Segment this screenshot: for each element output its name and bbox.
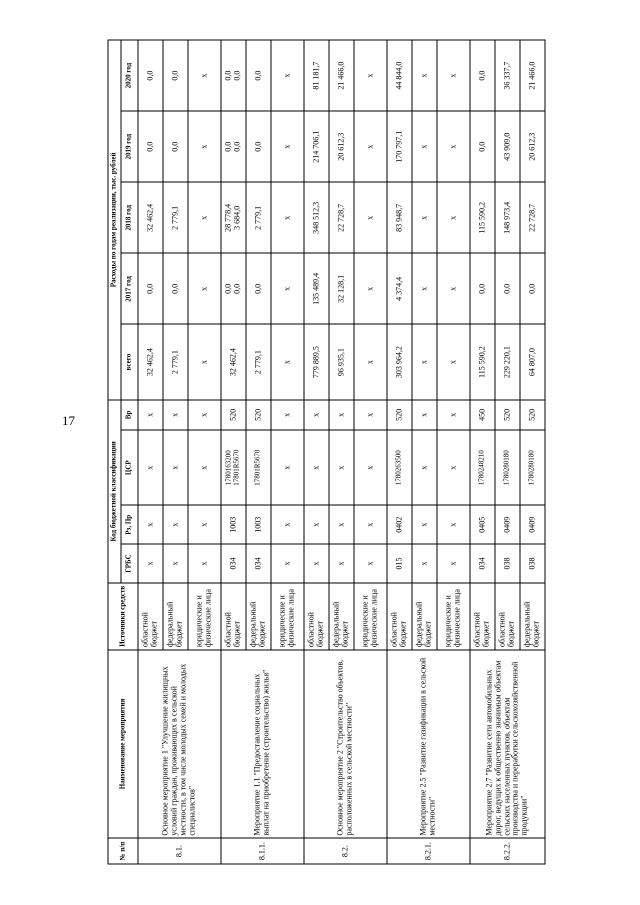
vr-cell: 520 — [495, 400, 520, 430]
y2018-cell: x — [412, 182, 437, 253]
y2017-cell: 32 128,1 — [329, 253, 354, 324]
total-cell: x — [412, 324, 437, 399]
source-cell: областной бюджет — [138, 583, 163, 650]
source-cell: федеральный бюджет — [520, 583, 545, 650]
total-cell: x — [188, 324, 221, 399]
header-2020: 2020 год — [121, 40, 138, 111]
total-cell: x — [437, 324, 470, 399]
y2020-cell: 21 466,0 — [520, 40, 545, 111]
header-budget-class: Код бюджетной классификации — [108, 400, 121, 583]
y2017-cell: x — [354, 253, 387, 324]
table-row — [387, 40, 412, 864]
grbs-cell: 038 — [520, 544, 545, 583]
rzpr-cell: x — [304, 505, 329, 544]
header-2017: 2017 год — [121, 253, 138, 324]
header-vr: Вр — [121, 400, 138, 430]
y2019-cell — [221, 111, 246, 182]
y2020-cell: 81 181,7 — [304, 40, 329, 111]
rzpr-cell: x — [412, 505, 437, 544]
source-cell: юридические и физические лица — [437, 583, 470, 650]
y2017-top: 0,0 — [223, 283, 233, 294]
y2017-cell: 0,0 — [470, 253, 495, 324]
y2018-cell: 148 973,4 — [495, 182, 520, 253]
grbs-cell: x — [304, 544, 329, 583]
total-cell: 303 964,2 — [387, 324, 412, 399]
source-cell: областной бюджет — [495, 583, 520, 650]
csr-cell: 1780280180 — [520, 430, 545, 505]
vr-cell: x — [163, 400, 188, 430]
csr-cell: x — [163, 430, 188, 505]
rzpr-cell: x — [329, 505, 354, 544]
header-total: всего — [121, 324, 138, 399]
source-cell: федеральный бюджет — [246, 583, 271, 650]
total-cell: 32 462,4 — [138, 324, 163, 399]
y2018-cell: 22 728,7 — [329, 182, 354, 253]
header-2018: 2018 год — [121, 182, 138, 253]
y2018-cell: 2 779,1 — [246, 182, 271, 253]
activity-name: Мероприятие 1.1 "Предоставление социальных выплат на приобретение (строительство) жилья" — [221, 650, 304, 838]
y2017-cell: 135 489,4 — [304, 253, 329, 324]
total-cell: 64 807,0 — [520, 324, 545, 399]
header-num: № п/п — [108, 838, 138, 864]
vr-cell: x — [329, 400, 354, 430]
y2020-cell: 44 844,0 — [387, 40, 412, 111]
total-cell: 96 935,1 — [329, 324, 354, 399]
total-cell: 779 889,5 — [304, 324, 329, 399]
y2019-cell: 0,0 — [163, 111, 188, 182]
rzpr-cell: x — [437, 505, 470, 544]
y2017-cell: x — [437, 253, 470, 324]
y2019-cell: 170 797,1 — [387, 111, 412, 182]
rzpr-cell: x — [271, 505, 304, 544]
vr-cell: x — [354, 400, 387, 430]
vr-cell: x — [412, 400, 437, 430]
csr-cell — [221, 430, 246, 505]
activity-name: Основное мероприятие 2 "Строительство объектов, расположенных в сельской местности" — [304, 650, 387, 838]
grbs-cell: x — [437, 544, 470, 583]
csr-cell: x — [354, 430, 387, 505]
activity-name: Основное мероприятие 1 "Улучшение жилищных условий граждан, проживающих в сельской местности, в том числе молодых семей и молодых специалистов" — [138, 650, 221, 838]
csr-cell: x — [304, 430, 329, 505]
grbs-cell: x — [271, 544, 304, 583]
csr-cell: 1780263500 — [387, 430, 412, 505]
y2020-cell: x — [188, 40, 221, 111]
y2020-cell: 0,0 — [246, 40, 271, 111]
csr-cell: x — [437, 430, 470, 505]
total-cell: x — [354, 324, 387, 399]
y2018-cell: x — [437, 182, 470, 253]
source-cell: юридические и физические лица — [354, 583, 387, 650]
source-cell: областной бюджет — [470, 583, 495, 650]
row-number: 8.2.1. — [387, 838, 470, 864]
vr-cell: x — [188, 400, 221, 430]
total-cell: 2 779,1 — [163, 324, 188, 399]
vr-cell: 520 — [387, 400, 412, 430]
grbs-cell: x — [188, 544, 221, 583]
y2019-cell: 20 612,3 — [329, 111, 354, 182]
vr-cell: 520 — [520, 400, 545, 430]
csr-bottom: 17801R5670 — [232, 449, 241, 486]
source-cell: федеральный бюджет — [412, 583, 437, 650]
row-number: 8.1.1. — [221, 838, 304, 864]
y2020-cell: x — [412, 40, 437, 111]
budget-table — [108, 40, 546, 865]
csr-top: 1780163200 — [224, 450, 233, 486]
rzpr-cell: 1003 — [221, 505, 246, 544]
grbs-cell: 015 — [387, 544, 412, 583]
y2019-cell: x — [271, 111, 304, 182]
table-row — [138, 40, 163, 864]
y2017-bottom: 0,0 — [232, 283, 242, 294]
vr-cell: 520 — [246, 400, 271, 430]
y2020-cell — [221, 40, 246, 111]
header-name: Наименование мероприятия — [108, 650, 138, 838]
rzpr-cell: 1003 — [246, 505, 271, 544]
y2018-cell: 22 728,7 — [520, 182, 545, 253]
y2020-cell: x — [271, 40, 304, 111]
y2020-cell: 0,0 — [163, 40, 188, 111]
grbs-cell: x — [163, 544, 188, 583]
y2017-cell: x — [271, 253, 304, 324]
y2018-cell: x — [271, 182, 304, 253]
table-row — [304, 40, 329, 864]
y2019-cell: 0,0 — [246, 111, 271, 182]
y2019-top: 0,0 — [223, 141, 233, 152]
source-cell: юридические и физические лица — [271, 583, 304, 650]
y2019-cell: 0,0 — [138, 111, 163, 182]
header-rzpr: Рз, Пр — [121, 505, 138, 544]
y2020-cell: 21 466,0 — [329, 40, 354, 111]
header-source: Источники средств — [108, 583, 138, 650]
vr-cell: 520 — [221, 400, 246, 430]
vr-cell: x — [138, 400, 163, 430]
y2018-cell — [221, 182, 246, 253]
csr-cell: 1780248210 — [470, 430, 495, 505]
source-cell: федеральный бюджет — [329, 583, 354, 650]
y2019-cell: 43 909,0 — [495, 111, 520, 182]
header-csr: ЦСР — [121, 430, 138, 505]
rzpr-cell: 0402 — [387, 505, 412, 544]
grbs-cell: 034 — [221, 544, 246, 583]
total-cell: 229 220,1 — [495, 324, 520, 399]
y2019-cell: 214 706,1 — [304, 111, 329, 182]
grbs-cell: 034 — [470, 544, 495, 583]
rzpr-cell: 0409 — [495, 505, 520, 544]
y2019-cell: x — [437, 111, 470, 182]
header-2019: 2019 год — [121, 111, 138, 182]
vr-cell: x — [437, 400, 470, 430]
csr-cell: 17801R5670 — [246, 430, 271, 505]
table-row — [221, 40, 246, 864]
page-number: 17 — [62, 413, 75, 428]
csr-cell: x — [138, 430, 163, 505]
header-expenses: Расходы по годам реализации, тыс. рублей — [108, 40, 121, 400]
grbs-cell: 038 — [495, 544, 520, 583]
total-cell: 2 779,1 — [246, 324, 271, 399]
y2017-cell — [221, 253, 246, 324]
rzpr-cell: x — [138, 505, 163, 544]
rzpr-cell: x — [354, 505, 387, 544]
row-number: 8.1. — [138, 838, 221, 864]
y2018-cell: 83 948,7 — [387, 182, 412, 253]
y2019-cell: x — [188, 111, 221, 182]
csr-cell: x — [271, 430, 304, 505]
y2018-top: 28 778,4 — [223, 203, 233, 232]
table-row — [470, 40, 495, 864]
y2018-cell: 348 512,3 — [304, 182, 329, 253]
y2018-cell: 2 779,1 — [163, 182, 188, 253]
y2020-cell: x — [437, 40, 470, 111]
y2020-bottom: 0,0 — [232, 70, 242, 81]
y2019-cell: x — [354, 111, 387, 182]
y2020-cell: 0,0 — [470, 40, 495, 111]
y2019-bottom: 0,0 — [232, 141, 242, 152]
y2017-cell: 0,0 — [246, 253, 271, 324]
row-number: 8.2. — [304, 838, 387, 864]
rzpr-cell: x — [163, 505, 188, 544]
csr-cell: x — [329, 430, 354, 505]
y2019-cell: 20 612,3 — [520, 111, 545, 182]
source-cell: областной бюджет — [387, 583, 412, 650]
total-cell: 115 590,2 — [470, 324, 495, 399]
vr-cell: x — [271, 400, 304, 430]
y2020-cell: 36 337,7 — [495, 40, 520, 111]
header-row-1 — [108, 40, 121, 864]
y2017-cell: 0,0 — [520, 253, 545, 324]
source-cell: областной бюджет — [221, 583, 246, 650]
grbs-cell: x — [354, 544, 387, 583]
y2017-cell: x — [188, 253, 221, 324]
csr-cell: x — [412, 430, 437, 505]
total-cell: x — [271, 324, 304, 399]
y2019-cell: x — [412, 111, 437, 182]
activity-name: Мероприятие 2.5 "Развитие газификации в сельской местности" — [387, 650, 470, 838]
y2018-cell: x — [188, 182, 221, 253]
rzpr-cell: x — [188, 505, 221, 544]
y2018-cell: x — [354, 182, 387, 253]
csr-cell: 1780280180 — [495, 430, 520, 505]
header-grbs: ГРБС — [121, 544, 138, 583]
csr-cell: x — [188, 430, 221, 505]
activity-name: Мероприятие 2.7 "Развитие сети автомобильных дорог, ведущих к общественно значимым объектам сельских населенных пунктов, объектам производства и переработки сельскохозяйственной продукции" — [470, 650, 545, 838]
source-cell: областной бюджет — [304, 583, 329, 650]
y2017-cell: 0,0 — [163, 253, 188, 324]
grbs-cell: x — [138, 544, 163, 583]
vr-cell: x — [304, 400, 329, 430]
y2020-top: 0,0 — [223, 70, 233, 81]
y2017-cell: x — [412, 253, 437, 324]
rzpr-cell: 0409 — [520, 505, 545, 544]
y2017-cell: 0,0 — [495, 253, 520, 324]
grbs-cell: x — [329, 544, 354, 583]
row-number: 8.2.2. — [470, 838, 545, 864]
y2017-cell: 4 374,4 — [387, 253, 412, 324]
grbs-cell: x — [412, 544, 437, 583]
y2020-cell: 0,0 — [138, 40, 163, 111]
source-cell: юридические и физические лица — [188, 583, 221, 650]
rzpr-cell: 0405 — [470, 505, 495, 544]
source-cell: федеральный бюджет — [163, 583, 188, 650]
y2018-cell: 32 462,4 — [138, 182, 163, 253]
y2018-cell: 115 590,2 — [470, 182, 495, 253]
grbs-cell: 034 — [246, 544, 271, 583]
vr-cell: 450 — [470, 400, 495, 430]
y2019-cell: 0,0 — [470, 111, 495, 182]
y2017-cell: 0,0 — [138, 253, 163, 324]
y2020-cell: x — [354, 40, 387, 111]
rotated-table-wrapper — [108, 40, 541, 865]
y2018-bottom: 3 684,0 — [232, 205, 242, 230]
total-cell: 32 462,4 — [221, 324, 246, 399]
